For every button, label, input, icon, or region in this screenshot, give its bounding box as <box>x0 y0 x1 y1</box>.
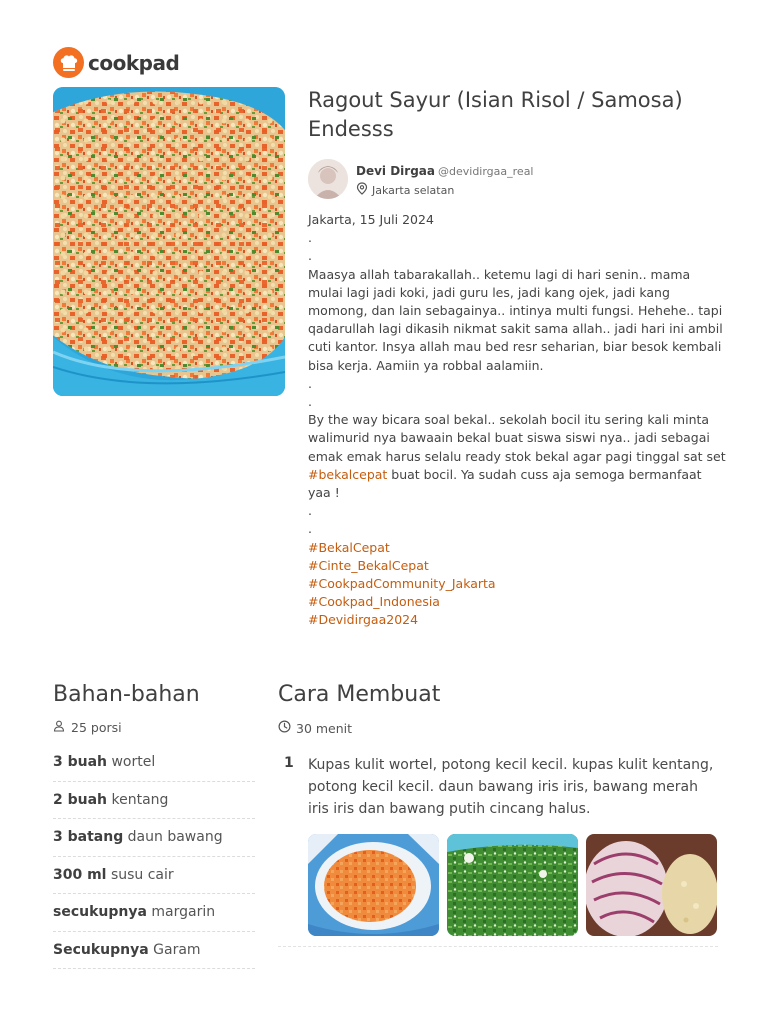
desc-line: emak emak harus selalu ready stok bekal agar pagi tinggal sat set <box>308 448 726 464</box>
ingredient-qty: 3 batang <box>53 829 124 845</box>
ingredient-name: kentang <box>111 791 169 808</box>
ingredient-item <box>53 857 255 895</box>
step-text: Kupas kulit wortel, potong kecil kecil. kupas kulit kentang, potong kecil kecil. daun bawang iris iris, bawang merah iris iris dan bawang putih cincang halus. <box>308 757 714 817</box>
hashtag-link[interactable]: #BekalCepat <box>308 539 390 555</box>
ingredient-qty: 3 buah <box>53 754 108 770</box>
hashtag-link[interactable]: #CookpadCommunity_Jakarta <box>308 576 496 592</box>
duration-text: 30 menit <box>296 720 353 736</box>
ingredient-name: wortel <box>111 754 156 770</box>
step-photo-spring-onion[interactable] <box>447 834 578 936</box>
ingredients-title: Bahan-bahan <box>53 682 200 707</box>
step-photos <box>308 834 717 936</box>
ingredient-name: daun bawang <box>127 829 223 845</box>
ingredient-qty: secukupnya <box>53 904 147 920</box>
hashtag-link[interactable]: #bekalcepat <box>308 466 388 482</box>
person-icon <box>53 720 65 735</box>
steps-title: Cara Membuat <box>278 682 441 707</box>
step-photo-carrot[interactable] <box>308 834 439 936</box>
ingredient-name: margarin <box>151 904 216 920</box>
desc-line: . <box>308 248 312 264</box>
desc-text: buat bocil. Ya sudah cuss aja semoga bermanfaat <box>387 466 702 482</box>
desc-line: . <box>308 503 312 519</box>
ingredient-item <box>53 819 255 857</box>
ingredient-qty: 300 ml <box>53 866 107 883</box>
portion-info <box>53 720 122 735</box>
desc-line: momong, dan lain sebagainya.. intinya multi fungsi. Hehehe.. tapi <box>308 303 723 319</box>
author-name[interactable]: Devi Dirgaa <box>356 164 435 178</box>
desc-line: Jakarta, 15 Juli 2024 <box>308 212 434 227</box>
ingredient-item <box>53 744 255 782</box>
hashtag-link[interactable]: #Cinte_BekalCepat <box>308 557 429 573</box>
desc-line: cuti kantor. Insya allah mau bed resr seharian, biar besok kembali <box>308 339 722 355</box>
clock-icon <box>278 720 291 736</box>
desc-line: mulai lagi jadi koki, jadi guru les, jadi kang ojek, jadi kang <box>308 284 670 300</box>
avatar[interactable] <box>308 159 348 199</box>
brand-name: cookpad <box>88 50 180 75</box>
hashtag-link[interactable]: #Devidirgaa2024 <box>308 612 419 628</box>
chef-hat-icon <box>53 47 84 78</box>
desc-line: bisa kerja. Aamiin ya robbal aalamiin. <box>308 357 544 373</box>
hashtag-link[interactable]: #Cookpad_Indonesia <box>308 594 440 610</box>
step-number: 1 <box>284 755 294 771</box>
recipe-photo[interactable] <box>53 87 285 396</box>
cookpad-logo[interactable] <box>53 47 179 78</box>
ingredient-name: Garam <box>153 941 201 958</box>
desc-line: By the way bicara soal bekal.. sekolah bocil itu sering kali minta <box>308 412 710 428</box>
recipe-description <box>308 211 726 630</box>
step-divider <box>278 946 718 947</box>
desc-line: . <box>308 394 312 410</box>
recipe-title: Ragout Sayur (Isian Risol / Samosa) Endesss <box>308 88 683 141</box>
desc-line: . <box>308 230 312 246</box>
step-photo-shallot-garlic[interactable] <box>586 834 717 936</box>
author-handle[interactable]: @devidirgaa_real <box>438 165 534 178</box>
ingredient-qty: Secukupnya <box>53 941 149 958</box>
ingredient-item <box>53 894 255 932</box>
location-pin-icon <box>356 182 368 198</box>
ingredient-list <box>53 744 255 969</box>
ingredient-name: susu cair <box>110 866 174 883</box>
desc-line <box>308 466 720 484</box>
portion-text: 25 porsi <box>71 720 122 735</box>
duration-info <box>278 720 352 736</box>
ingredient-item <box>53 932 255 970</box>
desc-line: qadarullah lagi dikasih nikmat sakit sama allah.. jadi hari ini ambil <box>308 321 723 337</box>
author-location: Jakarta selatan <box>372 183 455 197</box>
desc-line: walimurid nya bawaain bekal buat siswa siswi nya.. jadi sebagai <box>308 430 710 446</box>
desc-line: yaa ! <box>308 485 340 501</box>
author-block[interactable] <box>308 159 534 199</box>
desc-line: Maasya allah tabarakallah.. ketemu lagi di hari senin.. mama <box>308 266 691 282</box>
ingredient-item <box>53 782 255 820</box>
desc-line: . <box>308 375 312 391</box>
desc-line: . <box>308 521 312 537</box>
ingredient-qty: 2 buah <box>53 791 108 808</box>
